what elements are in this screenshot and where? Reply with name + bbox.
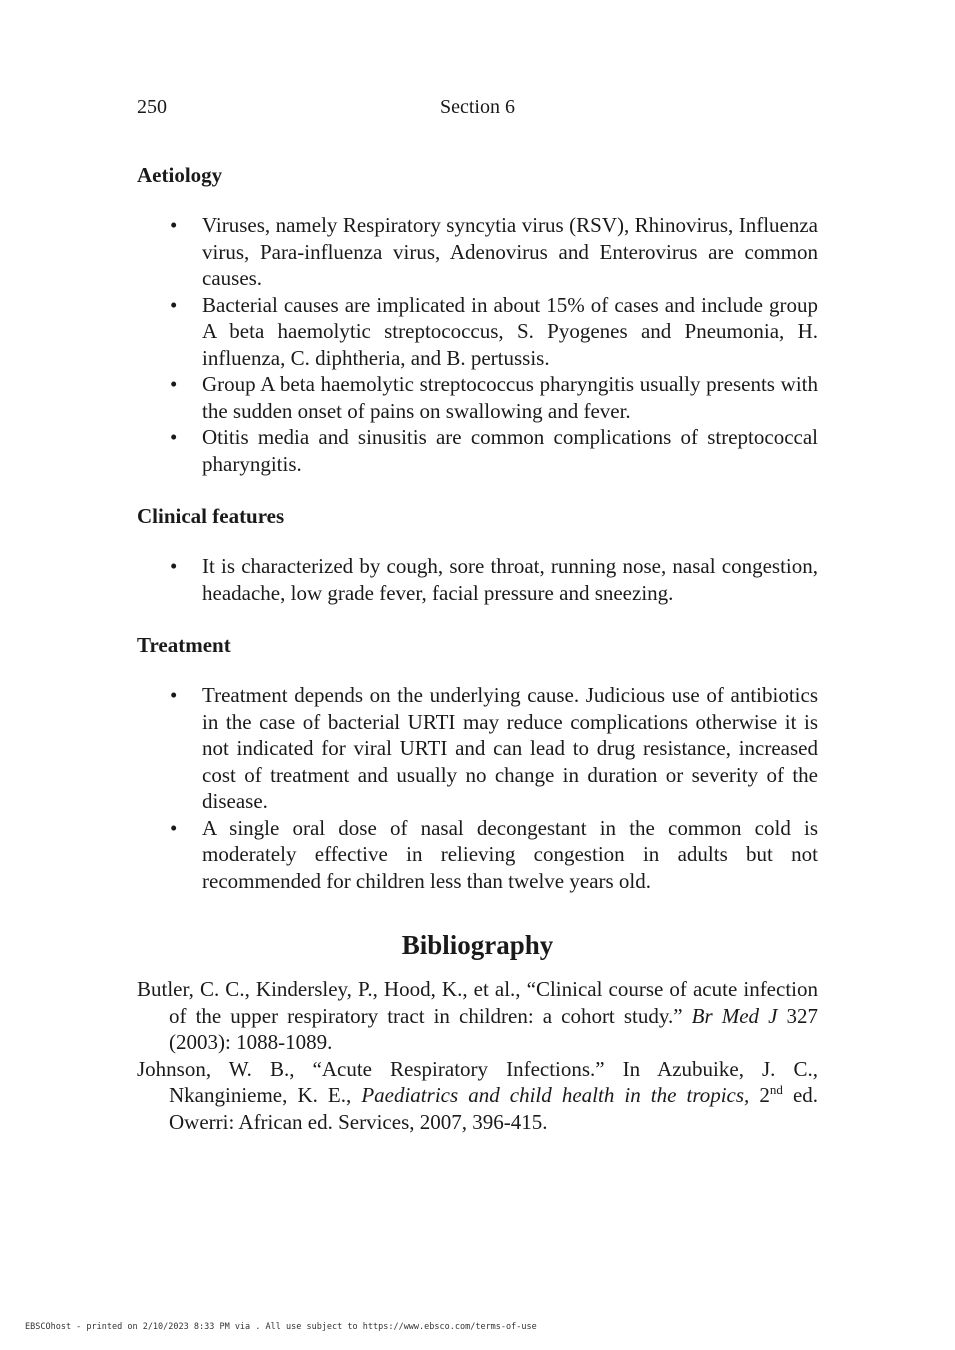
- list-item: [170, 371, 818, 424]
- treatment-list: [137, 682, 818, 894]
- aetiology-list: [137, 212, 818, 477]
- list-item: [170, 292, 818, 372]
- bullet-icon: •: [170, 292, 178, 317]
- list-item: [170, 212, 818, 292]
- reference-entry: [137, 1056, 818, 1136]
- list-item: [170, 424, 818, 477]
- bullet-icon: •: [170, 372, 178, 396]
- print-footer: EBSCOhost - printed on 2/10/2023 8:33 PM via . All use subject to https://www.ebsco.com/terms-of-use: [25, 1322, 537, 1332]
- bullet-icon: •: [170, 683, 178, 707]
- list-item: [170, 553, 818, 606]
- list-item-text: Bacterial causes are implicated in about 15% of cases and include group A beta haemolytic streptococcus, S. Pyogenes and Pneumonia, H. influenza, C. diphtheria, and B. pertussis.: [202, 292, 818, 370]
- list-item: [170, 815, 818, 895]
- section-label: Section 6: [440, 96, 515, 118]
- list-item-text: It is characterized by cough, sore throat, running nose, nasal congestion, headache, low grade fever, facial pressure and sneezing.: [202, 554, 818, 605]
- list-item: [170, 682, 818, 815]
- reference-entry: [137, 976, 818, 1056]
- reference-details: ed. Owerri: African ed. Services, 2007, 396-415.: [169, 1083, 819, 1134]
- page-number: 250: [137, 96, 167, 118]
- reference-edition: 2: [749, 1083, 770, 1107]
- list-item-text: Otitis media and sinusitis are common complications of streptococcal pharyngitis.: [202, 425, 818, 476]
- bullet-icon: •: [170, 425, 178, 449]
- list-item-text: Treatment depends on the underlying cause. Judicious use of antibiotics in the case of bacterial URTI may reduce complications otherwise it is not indicated for viral URTI and can lead to drug resistance, increased cost of treatment and usually no change in duration or severity of the disease.: [202, 683, 818, 813]
- reference-details: 327 (2003): 1088-1089.: [169, 1003, 819, 1054]
- reference-edition-suffix: nd: [769, 1082, 783, 1097]
- heading-treatment: Treatment: [137, 633, 231, 657]
- list-item-text: Group A beta haemolytic streptococcus pharyngitis usually presents with the sudden onset of pains on swallowing and fever.: [202, 372, 818, 423]
- list-item-text: Viruses, namely Respiratory syncytia virus (RSV), Rhinovirus, Influenza virus, Para-influenza virus, Adenovirus and Enterovirus are common causes.: [202, 213, 818, 290]
- bibliography-list: [137, 976, 818, 1135]
- list-item-text: A single oral dose of nasal decongestant in the common cold is moderately effective in relieving congestion in adults but not recommended for children less than twelve years old.: [202, 815, 818, 893]
- reference-book-title: Paediatrics and child health in the tropics,: [361, 1083, 750, 1107]
- clinical-features-list: [137, 553, 818, 606]
- reference-text: Butler, C. C., Kindersley, P., Hood, K., et al., “Clinical course of acute infection of the upper respiratory tract in children: a cohort study.”: [137, 977, 818, 1028]
- bibliography-title: Bibliography: [401, 930, 554, 960]
- running-header: [137, 96, 818, 122]
- bullet-icon: •: [170, 554, 178, 578]
- reference-journal: Br Med J: [691, 1003, 778, 1028]
- page-content: [137, 160, 818, 1135]
- reference-text: Johnson, W. B., “Acute Respiratory Infections.” In Azubuike, J. C., Nkanginieme, K. E.,: [137, 1056, 818, 1107]
- heading-aetiology: Aetiology: [137, 163, 223, 187]
- heading-clinical-features: Clinical features: [137, 504, 285, 528]
- bullet-icon: •: [170, 213, 178, 237]
- bullet-icon: •: [170, 815, 178, 840]
